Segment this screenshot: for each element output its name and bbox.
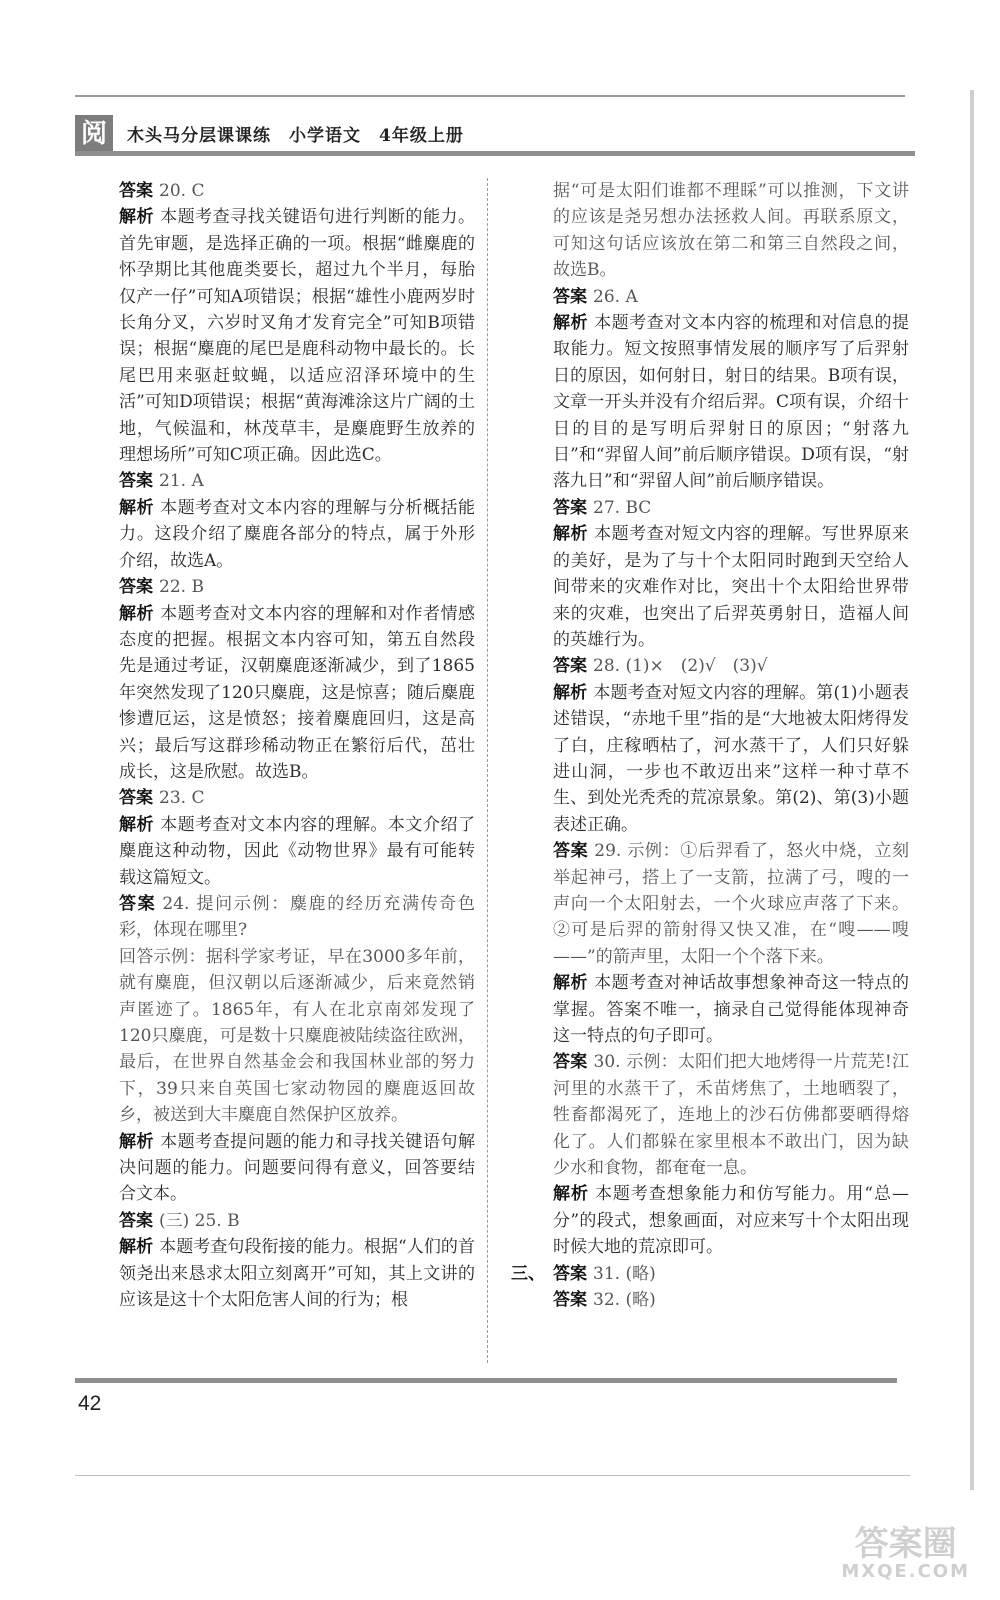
entry-text: 本题考查提问题的能力和寻找关键语句解决问题的能力。问题要问得有意义，回答要结合文本。	[119, 1131, 476, 1205]
section-number: 三、	[511, 1263, 545, 1284]
entry-label: 答案	[119, 471, 153, 492]
entry-text: 28. (1)× (2)√ (3)√	[593, 656, 768, 677]
entry-label: 解析	[553, 313, 589, 334]
answer-entry	[553, 521, 909, 653]
entry-label: 答案	[119, 788, 153, 809]
right-column	[511, 178, 910, 1313]
column-divider	[487, 178, 488, 1363]
entry-text: (三) 25. B	[159, 1210, 240, 1231]
entry-label: 答案	[553, 1263, 587, 1284]
entry-label: 答案	[553, 497, 587, 518]
watermark-main: 答案圈	[854, 1524, 957, 1564]
book-logo-icon: 阅	[75, 115, 113, 153]
answer-entry	[553, 495, 909, 521]
bottom-rule	[75, 1475, 910, 1476]
answer-entry	[119, 178, 475, 204]
entry-label: 解析	[119, 603, 155, 624]
entry-label: 答案	[119, 181, 153, 201]
entry-label: 答案	[119, 577, 153, 598]
entry-label: 解析	[119, 207, 155, 228]
entry-label: 答案	[553, 1290, 587, 1311]
answer-entry	[119, 1129, 475, 1208]
answer-entry	[119, 468, 475, 494]
entry-text: 27. BC	[593, 497, 652, 518]
entry-label: 答案	[553, 656, 587, 677]
entry-text: 22. B	[159, 577, 204, 598]
entry-text: 本题考查对神话故事想象神奇这一特点的掌握。答案不唯一，摘录自己觉得能体现神奇这一特点的句子即可。	[553, 973, 910, 1046]
entry-text: 本题考查对文本内容的理解和对作者情感态度的把握。根据文本内容可知，第五自然段先是通过考证，汉朝麋鹿逐渐减少，到了1865年突然发现了120只麋鹿，这是惊喜；随后麋鹿惨遭厄运，这是愤怒；接着麋鹿回归，这是高兴；最后写这群珍稀动物正在繁衍后代，茁壮成长，这是欣慰。故选B。	[119, 603, 476, 782]
answer-entry	[119, 204, 475, 468]
answer-entry	[119, 574, 475, 600]
answer-entry	[119, 495, 475, 574]
answer-entry	[553, 310, 909, 495]
entry-label: 答案	[119, 1210, 153, 1231]
entry-text: 本题考查句段衔接的能力。根据“人们的首领尧出来恳求太阳立刻离开”可知，其上文讲的应该是这十个太阳危害人间的行为；根	[119, 1237, 475, 1311]
entry-text: 本题考查对文本内容的理解。本文介绍了麋鹿这种动物，因此《动物世界》最有可能转载这篇短文。	[119, 814, 476, 888]
answer-entry	[119, 1208, 475, 1234]
page-edge	[970, 90, 974, 1490]
entry-text: 本题考查对文本内容的理解与分析概括能力。这段介绍了麋鹿各部分的特点，属于外形介绍，故选A。	[119, 497, 476, 571]
entry-text: 23. C	[159, 788, 205, 809]
entry-text: 26. A	[593, 286, 638, 307]
page-number: 42	[78, 1392, 102, 1415]
answer-entry	[119, 812, 475, 891]
answer-entry	[119, 891, 475, 944]
entry-text: 本题考查对短文内容的理解。写世界原来的美好，是为了与十个太阳同时跑到天空给人间带来的灾难作对比，突出十个太阳给世界带来的灾难，也突出了后羿英勇射日，造福人间的英雄行为。	[553, 524, 910, 650]
answer-entry	[553, 838, 909, 970]
entry-label: 答案	[553, 286, 587, 307]
entry-label: 解析	[553, 973, 589, 994]
entry-label: 解析	[119, 1237, 154, 1258]
entry-label: 答案	[553, 1052, 588, 1073]
entry-text: 21. A	[159, 471, 204, 492]
entry-text: 31. (略)	[593, 1263, 656, 1284]
answer-entry	[119, 601, 475, 786]
entry-text: 据“可是太阳们谁都不理睬”可以推测，下文讲的应该是尧另想办法拯救人间。再联系原文，可知这句话应该放在第二和第三自然段之间，故选B。	[553, 181, 909, 281]
top-rule	[75, 95, 905, 97]
answer-entry	[553, 1287, 909, 1313]
entry-text: 本题考查对短文内容的理解。第(1)小题表述错误，“赤地千里”指的是“大地被太阳烤得发了白，庄稼晒枯了，河水蒸干了，人们只好躲进山洞，一步也不敢迈出来”这样一种寸草不生、到处光秃秃的荒凉景象。第(2)、第(3)小题表述正确。	[553, 682, 909, 835]
entry-label: 解析	[553, 682, 588, 703]
entry-text: 30. 示例：太阳们把大地烤得一片荒芜!江河里的水蒸干了，禾苗烤焦了，土地晒裂了，牲畜都渴死了，连地上的沙石仿佛都要晒得熔化了。人们都躲在家里根本不敢出门，因为缺少水和食物，都奄奄一息。	[553, 1052, 909, 1179]
watermark-logo	[841, 1526, 970, 1582]
answer-entry	[119, 1234, 475, 1313]
entry-label: 答案	[119, 893, 157, 914]
answer-entry	[119, 944, 475, 1129]
answer-entry	[119, 785, 475, 811]
answer-entry	[553, 680, 909, 838]
answer-entry	[511, 1261, 909, 1287]
entry-text: 本题考查想象能力和仿写能力。用“总—分”的段式，想象画面，对应来写十个太阳出现时候大地的荒凉即可。	[553, 1184, 909, 1258]
entry-label: 解析	[119, 1131, 155, 1152]
entry-text: 本题考查寻找关键语句进行判断的能力。首先审题，是选择正确的一项。根据“雌麋鹿的怀孕期比其他鹿类要长，超过九个半月，每胎仅产一仔”可知A项错误；根据“雄性小鹿两岁时长角分叉，六岁时叉角才发育完全”可知B项错误；根据“麋鹿的尾巴是鹿科动物中最长的。长尾巴用来驱赶蚊蝇，以适应沼泽环境中的生活”可知D项错误；根据“黄海滩涂这片广阔的土地，气候温和，林茂草丰，是麋鹿野生放养的理想场所”可知C项正确。因此选C。	[119, 207, 476, 466]
page-header	[75, 115, 905, 153]
entry-text: 24. 提问示例：麋鹿的经历充满传奇色彩，体现在哪里?	[119, 893, 475, 941]
footer-rule	[75, 1378, 897, 1383]
left-column	[119, 178, 475, 1313]
answer-entry	[553, 653, 909, 679]
answer-entry	[553, 284, 909, 310]
entry-text: 29. 示例：①后羿看了，怒火中烧，立刻举起神弓，搭上了一支箭，拉满了弓，嗖的一声向一个太阳射去，一个火球应声落了下来。②可是后羿的箭射得又快又准，在“嗖——嗖——”的箭声里，太阳一个个落下来。	[553, 841, 909, 967]
answer-entry	[553, 970, 909, 1049]
answer-entry	[553, 1181, 909, 1260]
entry-text: 20. C	[159, 181, 205, 201]
entry-label: 解析	[119, 497, 155, 518]
answer-entry	[553, 178, 909, 284]
entry-label: 解析	[119, 814, 155, 835]
header-rule	[75, 151, 915, 156]
entry-label: 解析	[553, 1184, 589, 1205]
watermark-sub: MXQE.COM	[841, 1561, 970, 1582]
entry-label: 解析	[553, 524, 589, 545]
entry-text: 32. (略)	[593, 1290, 656, 1311]
header-title: 木头马分层课课练 小学语文 4年级上册	[127, 126, 464, 146]
entry-text: 本题考查对文本内容的梳理和对信息的提取能力。短文按照事情发展的顺序写了后羿射日的原因，如何射日，射日的结果。B项有误，文章一开头并没有介绍后羿。C项有误，介绍十日的目的是写明后羿射日的原因；“射落九日”和“羿留人间”前后顺序错误。D项有误，“射落九日”和“羿留人间”前后顺序错误。	[553, 313, 910, 492]
entry-label: 答案	[553, 841, 589, 862]
answer-entry	[553, 1049, 909, 1181]
entry-text: 回答示例：据科学家考证，早在3000多年前，就有麋鹿，但汉朝以后逐渐减少，后来竟然销声匿迹了。1865年，有人在北京南郊发现了120只麋鹿，可是数十只麋鹿被陆续盗往欧洲，最后，在世界自然基金会和我国林业部的努力下，39只来自英国七家动物园的麋鹿返回故乡，被送到大丰麋鹿自然保护区放养。	[119, 946, 475, 1126]
